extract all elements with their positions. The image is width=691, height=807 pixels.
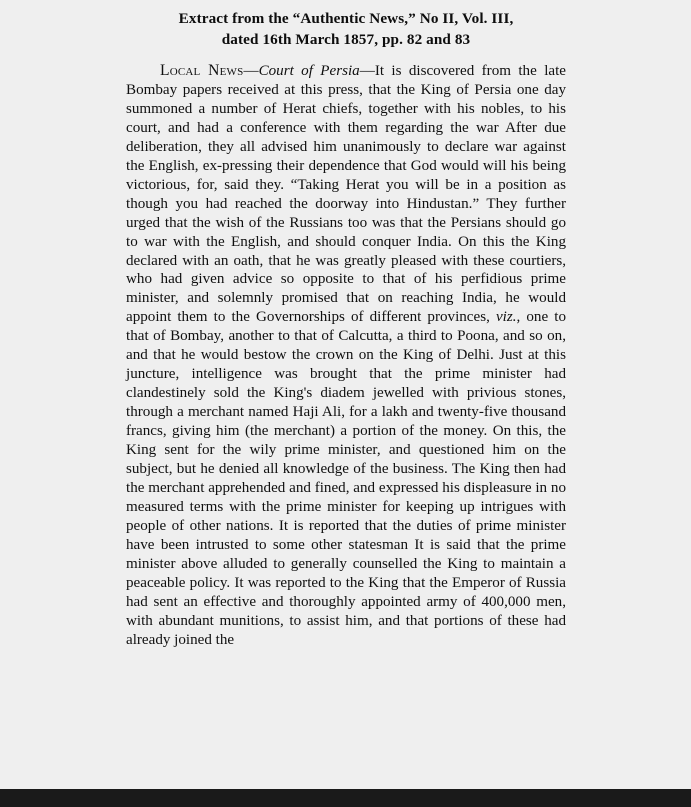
lead-dash-1: — bbox=[243, 63, 259, 79]
article-paragraph bbox=[126, 62, 566, 650]
viz-italic: viz. bbox=[495, 309, 517, 326]
document-content bbox=[126, 8, 566, 650]
body-text-part-2: , one to that of Bombay, another to that of Calcutta, a third to Poona, and so on, and that he would bestow the crown on the King of Delhi. Just at this juncture, intelligence was brought that the prime minister had clandestinely sold the King's diadem jewelled with privious stones, through a merchant named Haji Ali, for a lakh and twenty-five thousand francs, giving him (the merchant) a portion of the money. On this, the King sent for the wily prime minister, and questioned him on the subject, but he denied all knowledge of the business. The King then had the merchant apprehended and fined, and expressed his displeasure in no measured terms with the prime minister for keeping up intrigues with people of other nations. It is reported that the duties of prime minister have been intrusted to some other statesman It is said that the prime minister above alluded to generally counselled the King to maintain a peaceable policy. It was reported to the King that the Emperor of Russia had sent an effective and thoroughly appointed army of 400,000 men, with abundant munitions, to assist him, and that portions of these had already joined the bbox=[126, 309, 566, 648]
body-text-part-1: It is discovered from the late Bombay papers received at this press, that the King of Persia one day summoned a number of Herat chiefs, together with his nobles, to his court, and had a conference with them regarding the war After due deliberation, they all advised him unanimously to declare war against the English, ex-pressing their dependence that God would will his being victorious, for, said they. “Taking Herat you will be in a position as though you had reached the doorway into Hindustan.” They further urged that the wish of the Russians too was that the Persians should go to war with the English, and should conquer India. On this the King declared with an oath, that he was greatly pleased with these courtiers, who had given advice so opposite to that of his perfidious prime minister, and solemnly promised that on reaching India, he would appoint them to the Governorships of different provinces, bbox=[126, 63, 566, 326]
body-text-block bbox=[126, 62, 566, 650]
lead-in-italic: Court of Persia bbox=[258, 63, 360, 79]
scan-edge-band bbox=[0, 789, 691, 807]
title-line-1: Extract from the “Authentic News,” No II, Vol. III, bbox=[178, 10, 514, 27]
lead-dash-2: — bbox=[359, 63, 375, 79]
lead-in-smallcaps: Local News bbox=[160, 62, 244, 79]
title-line-2: dated 16th March 1857, pp. 82 and 83 bbox=[221, 31, 471, 48]
page-title bbox=[126, 8, 566, 50]
